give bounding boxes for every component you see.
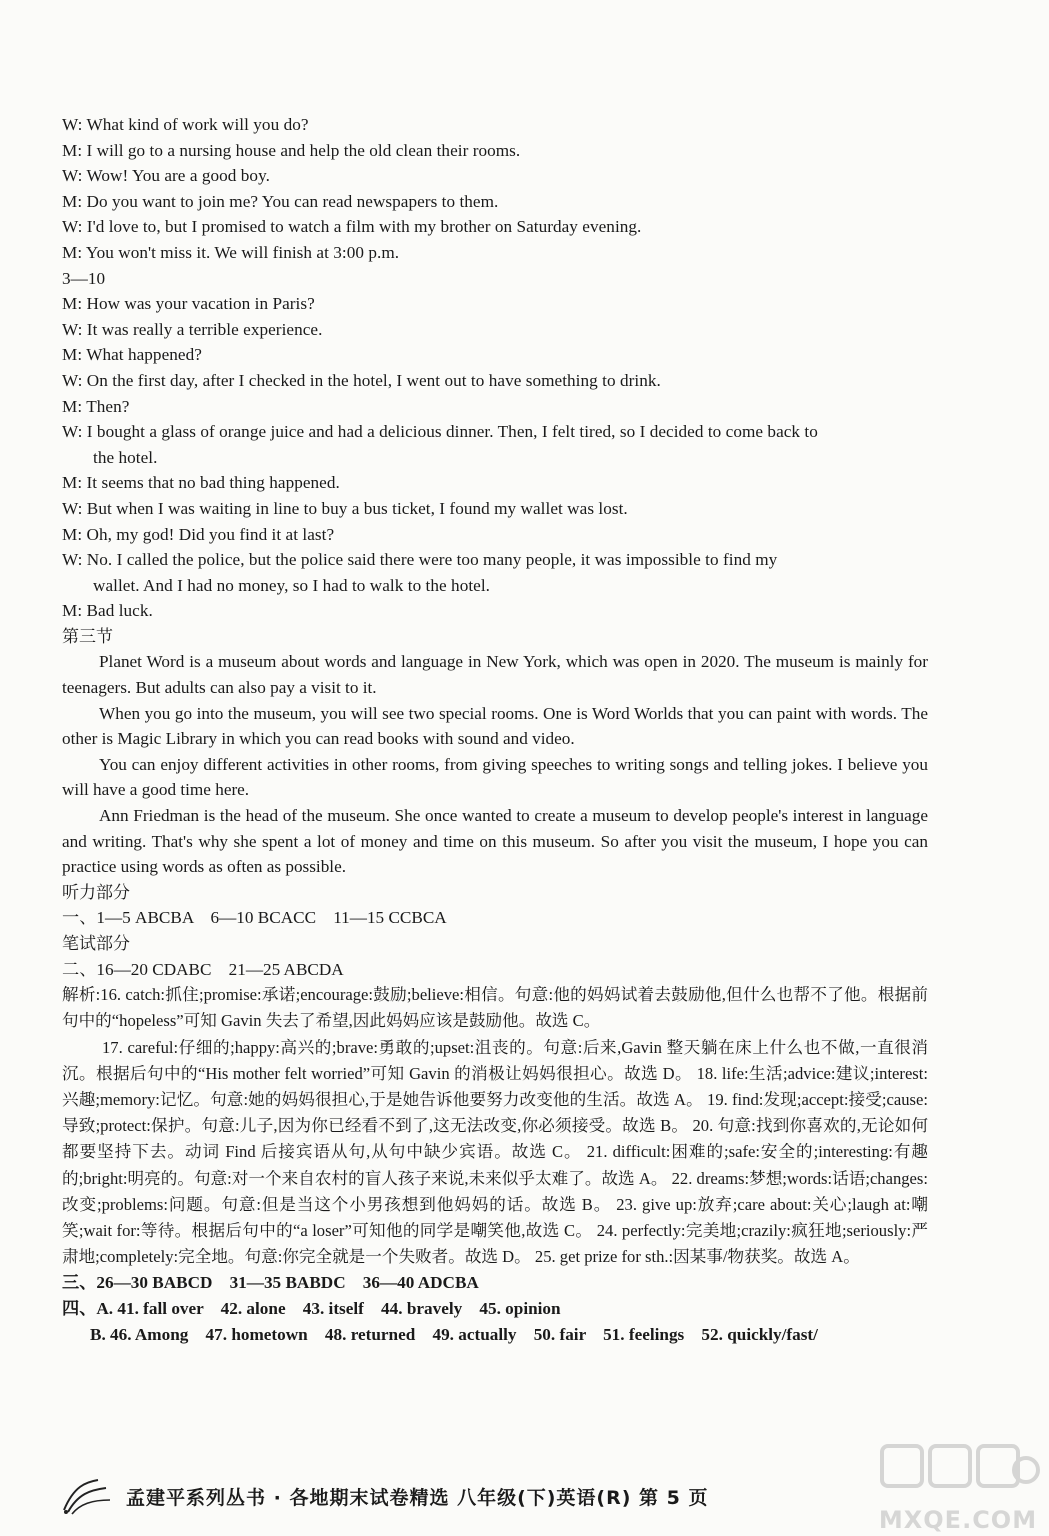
passage-paragraph: When you go into the museum, you will see two special rooms. One is Word Worlds that you can paint with words. The other is Magic Library in which you can read books with sound and video. xyxy=(62,703,928,749)
dialogue-line: M: Do you want to join me? You can read newspapers to them. xyxy=(62,191,499,211)
passage-paragraph: You can enjoy different activities in other rooms, from giving speeches to writing songs and telling jokes. I believe you will have a good time here. xyxy=(62,754,928,800)
book-series-logo-icon xyxy=(60,1476,112,1516)
part2-answers: 二、16—20 CDABC 21—25 ABCDA xyxy=(62,959,344,979)
watermark-text: MXQE.COM xyxy=(878,1506,1038,1534)
dialogue-line: M: It seems that no bad thing happened. xyxy=(62,473,340,493)
dialogue-line: W: I'd love to, but I promised to watch a film with my brother on Saturday evening. xyxy=(62,217,642,237)
dialogue-line: M: Bad luck. xyxy=(62,601,153,621)
passage-paragraph: Planet Word is a museum about words and language in New York, which was open in 2020. The museum is mainly for teenagers. But adults can also pay a visit to it. xyxy=(62,652,928,698)
analysis-rest: 17. careful:仔细的;happy:高兴的;brave:勇敢的;upset:沮丧的。句意:后来,Gavin 整天躺在床上什么也不做,一直很消沉。根据后句中的“His mother felt worried”可知 Gavin 的消极让妈妈很担心。故选 D。 18. life:生活;advice:建议;interest:兴趣;memory:记忆。句意:她的妈妈很担心,于是她告诉他要努力改变他的生活。故选 A。 19. find:发现;accept:接受;cause:导致;protect:保护。句意:儿子,因为你已经看不到了,这无法改变,你必须接受。故选 B。 20. 句意:找到你喜欢的,无论如何都要坚持下去。动词 Find 后接宾语从句,从句中缺少宾语。故选 C。 21. difficult:困难的;safe:安全的;interesting:有趣的;bright:明亮的。句意:对一个来自农村的盲人孩子来说,未来似乎太难了。故选 A。 22. dreams:梦想;words:话语;changes:改变;problems:问题。句意:但是当这个小男孩想到他妈妈的话。故选 B。 23. give up:放弃;care about:关心;laugh at:嘲笑;wait for:等待。根据后句中的“a loser”可知他的同学是嘲笑他,故选 C。 24. perfectly:完美地;crazily:疯狂地;seriously:严肃地;completely:完全地。句意:你完全就是一个失败者。故选 D。 25. get prize for sth.:因某事/物获奖。故选 A。 xyxy=(62,1037,928,1267)
dialogue-line: W: I bought a glass of orange juice and had a delicious dinner. Then, I felt tired, so I decided to come back to xyxy=(62,422,818,442)
dialogue-line: W: What kind of work will you do? xyxy=(62,115,309,134)
section3-title: 第三节 xyxy=(62,626,113,646)
writing-title: 笔试部分 xyxy=(62,934,130,953)
dialogue-line: M: Oh, my god! Did you find it at last? xyxy=(62,524,335,544)
dialogue-line: M: How was your vacation in Paris? xyxy=(62,294,315,314)
dialogue-paris xyxy=(62,291,928,624)
dialogue-line: W: On the first day, after I checked in the hotel, I went out to have something to drink. xyxy=(62,370,661,390)
listening-answers: 一、1—5 ABCBA 6—10 BCACC 11—15 CCBCA xyxy=(62,908,447,928)
dialogue-line: wallet. And I had no money, so I had to walk to the hotel. xyxy=(93,575,491,595)
listening-title: 听力部分 xyxy=(62,882,130,902)
dialogue-line: M: Then? xyxy=(62,396,130,416)
dialogue-top xyxy=(62,112,928,266)
dialogue-line: W: It was really a terrible experience. xyxy=(62,319,323,339)
dialogue-line: W: But when I was waiting in line to buy a bus ticket, I found my wallet was lost. xyxy=(62,498,628,518)
passage xyxy=(62,649,928,879)
watermark-badge-icon xyxy=(868,1440,1048,1510)
part4b-answers: B. 46. Among 47. hometown 48. returned 49. actually 50. fair 51. feelings 52. quickly/fast/ xyxy=(90,1324,818,1344)
document-body xyxy=(62,112,928,1347)
dialogue-line: M: I will go to a nursing house and help the old clean their rooms. xyxy=(62,140,521,160)
part4a-answers: 四、A. 41. fall over 42. alone 43. itself 44. bravely 45. opinion xyxy=(62,1299,561,1319)
dialogue-line: W: Wow! You are a good boy. xyxy=(62,166,270,186)
section-label: 3—10 xyxy=(62,268,106,288)
footer-text: 孟建平系列丛书 · 各地期末试卷精选 八年级(下)英语(R) 第 5 页 xyxy=(126,1486,709,1509)
dialogue-line: the hotel. xyxy=(93,447,158,467)
page-footer xyxy=(60,1476,940,1516)
watermark xyxy=(868,1440,1048,1536)
dialogue-line: W: No. I called the police, but the police said there were too many people, it was impossible to find my xyxy=(62,550,778,570)
passage-paragraph: Ann Friedman is the head of the museum. She once wanted to create a museum to develop people's interest in language and writing. That's why she spent a lot of money and time on this museum. So after you visit the museum, I hope you can practice using words as often as possible. xyxy=(62,806,928,877)
part3-answers: 三、26—30 BABCD 31—35 BABDC 36—40 ADCBA xyxy=(62,1273,479,1293)
analysis-first: 解析:16. catch:抓住;promise:承诺;encourage:鼓励;believe:相信。句意:他的妈妈试着去鼓励他,但什么也帮不了他。根据前句中的“hopeless”可知 Gavin 失去了希望,因此妈妈应该是鼓励他。故选 C。 xyxy=(62,985,928,1031)
dialogue-line: M: What happened? xyxy=(62,345,202,365)
dialogue-line: M: You won't miss it. We will finish at 3:00 p.m. xyxy=(62,242,400,262)
